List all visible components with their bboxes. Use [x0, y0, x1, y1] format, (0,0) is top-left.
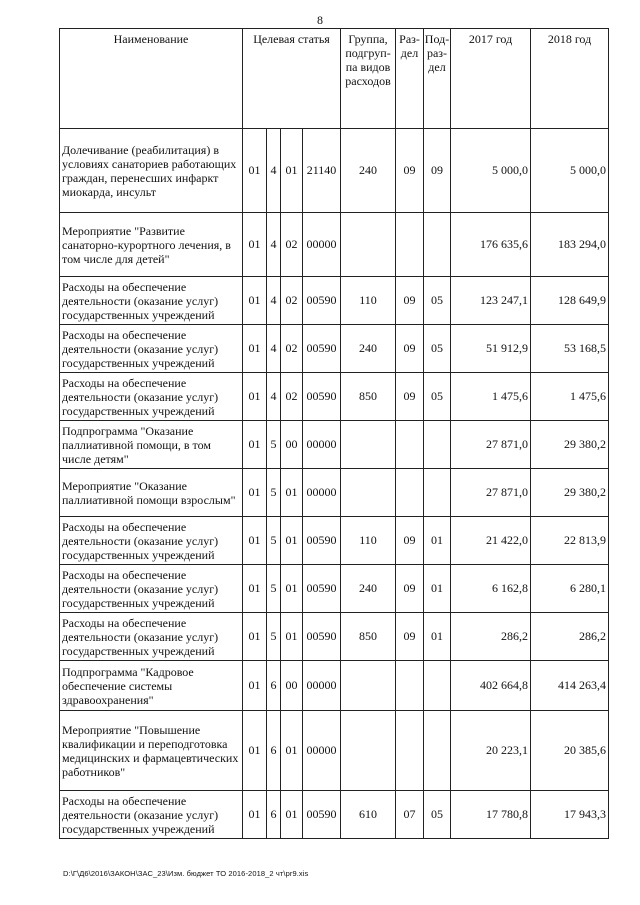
row-name: Подпрограмма "Кадровое обеспечение системы здравоохранения" — [60, 661, 243, 711]
target-subprogram: 4 — [267, 277, 281, 325]
target-program: 01 — [243, 213, 267, 277]
subsection-code: 05 — [424, 325, 451, 373]
target-event: 00 — [281, 661, 303, 711]
section-code — [396, 213, 424, 277]
row-name: Расходы на обеспечение деятельности (оказание услуг) государственных учреждений — [60, 791, 243, 839]
amount-2017: 6 162,8 — [451, 565, 531, 613]
target-subprogram: 6 — [267, 791, 281, 839]
target-program: 01 — [243, 711, 267, 791]
amount-2018: 5 000,0 — [531, 129, 609, 213]
header-2018: 2018 год — [531, 29, 609, 129]
target-subprogram: 5 — [267, 469, 281, 517]
target-direction: 00590 — [303, 613, 341, 661]
target-event: 01 — [281, 469, 303, 517]
target-program: 01 — [243, 129, 267, 213]
target-event: 02 — [281, 213, 303, 277]
target-program: 01 — [243, 661, 267, 711]
amount-2018: 414 263,4 — [531, 661, 609, 711]
table-row — [60, 661, 609, 711]
subsection-code: 05 — [424, 277, 451, 325]
expense-group: 240 — [341, 325, 396, 373]
amount-2017: 176 635,6 — [451, 213, 531, 277]
amount-2017: 51 912,9 — [451, 325, 531, 373]
target-event: 00 — [281, 421, 303, 469]
target-direction: 00590 — [303, 325, 341, 373]
row-name: Мероприятие "Развитие санаторно-курортного лечения, в том числе для детей" — [60, 213, 243, 277]
target-program: 01 — [243, 277, 267, 325]
table-row — [60, 325, 609, 373]
amount-2018: 29 380,2 — [531, 469, 609, 517]
amount-2017: 402 664,8 — [451, 661, 531, 711]
table-row — [60, 213, 609, 277]
subsection-code — [424, 421, 451, 469]
row-name: Подпрограмма "Оказание паллиативной помощи, в том числе детям" — [60, 421, 243, 469]
section-code — [396, 661, 424, 711]
table-row — [60, 517, 609, 565]
header-row — [60, 29, 609, 129]
section-code — [396, 469, 424, 517]
target-program: 01 — [243, 517, 267, 565]
section-code: 09 — [396, 277, 424, 325]
section-code: 09 — [396, 373, 424, 421]
target-subprogram: 4 — [267, 325, 281, 373]
target-direction: 00000 — [303, 711, 341, 791]
target-program: 01 — [243, 373, 267, 421]
target-program: 01 — [243, 325, 267, 373]
amount-2017: 17 780,8 — [451, 791, 531, 839]
target-event: 02 — [281, 325, 303, 373]
table-row — [60, 711, 609, 791]
target-direction: 00000 — [303, 213, 341, 277]
target-subprogram: 5 — [267, 421, 281, 469]
target-subprogram: 5 — [267, 517, 281, 565]
target-program: 01 — [243, 469, 267, 517]
amount-2017: 27 871,0 — [451, 469, 531, 517]
subsection-code: 01 — [424, 565, 451, 613]
amount-2017: 123 247,1 — [451, 277, 531, 325]
target-event: 01 — [281, 517, 303, 565]
row-name: Мероприятие "Повышение квалификации и переподготовка медицинских и фармацевтических работников" — [60, 711, 243, 791]
section-code: 07 — [396, 791, 424, 839]
expense-group: 850 — [341, 613, 396, 661]
section-code: 09 — [396, 129, 424, 213]
amount-2018: 22 813,9 — [531, 517, 609, 565]
expense-group — [341, 469, 396, 517]
row-name: Расходы на обеспечение деятельности (оказание услуг) государственных учреждений — [60, 613, 243, 661]
subsection-code — [424, 661, 451, 711]
section-code: 09 — [396, 613, 424, 661]
expense-group: 110 — [341, 517, 396, 565]
header-group: Группа, подгруп-па видов расходов — [341, 29, 396, 129]
row-name: Расходы на обеспечение деятельности (оказание услуг) государственных учреждений — [60, 517, 243, 565]
header-2017: 2017 год — [451, 29, 531, 129]
subsection-code: 01 — [424, 517, 451, 565]
expense-group: 110 — [341, 277, 396, 325]
amount-2018: 6 280,1 — [531, 565, 609, 613]
amount-2018: 286,2 — [531, 613, 609, 661]
row-name: Мероприятие "Оказание паллиативной помощи взрослым" — [60, 469, 243, 517]
target-event: 01 — [281, 129, 303, 213]
row-name: Расходы на обеспечение деятельности (оказание услуг) государственных учреждений — [60, 277, 243, 325]
row-name: Расходы на обеспечение деятельности (оказание услуг) государственных учреждений — [60, 373, 243, 421]
section-code — [396, 421, 424, 469]
expense-group — [341, 213, 396, 277]
target-direction: 00590 — [303, 517, 341, 565]
target-subprogram: 4 — [267, 213, 281, 277]
subsection-code: 09 — [424, 129, 451, 213]
amount-2017: 286,2 — [451, 613, 531, 661]
target-subprogram: 6 — [267, 711, 281, 791]
target-program: 01 — [243, 565, 267, 613]
target-direction: 00590 — [303, 791, 341, 839]
target-program: 01 — [243, 613, 267, 661]
amount-2018: 17 943,3 — [531, 791, 609, 839]
table-row — [60, 129, 609, 213]
header-target: Целевая статья — [243, 29, 341, 129]
header-section: Раз-дел — [396, 29, 424, 129]
target-direction: 21140 — [303, 129, 341, 213]
page-number: 8 — [317, 13, 323, 27]
target-subprogram: 5 — [267, 613, 281, 661]
amount-2017: 21 422,0 — [451, 517, 531, 565]
row-name: Долечивание (реабилитация) в условиях санаториев работающих граждан, перенесших инфаркт миокарда, инсульт — [60, 129, 243, 213]
budget-table — [59, 28, 609, 839]
target-program: 01 — [243, 791, 267, 839]
expense-group — [341, 421, 396, 469]
section-code: 09 — [396, 517, 424, 565]
section-code: 09 — [396, 565, 424, 613]
row-name: Расходы на обеспечение деятельности (оказание услуг) государственных учреждений — [60, 565, 243, 613]
subsection-code — [424, 711, 451, 791]
target-subprogram: 6 — [267, 661, 281, 711]
amount-2017: 5 000,0 — [451, 129, 531, 213]
target-direction: 00000 — [303, 661, 341, 711]
subsection-code — [424, 213, 451, 277]
header-name: Наименование — [60, 29, 243, 129]
target-direction: 00590 — [303, 373, 341, 421]
subsection-code — [424, 469, 451, 517]
amount-2018: 1 475,6 — [531, 373, 609, 421]
table-row — [60, 613, 609, 661]
amount-2018: 53 168,5 — [531, 325, 609, 373]
amount-2018: 29 380,2 — [531, 421, 609, 469]
target-direction: 00000 — [303, 421, 341, 469]
amount-2017: 27 871,0 — [451, 421, 531, 469]
target-event: 01 — [281, 791, 303, 839]
target-program: 01 — [243, 421, 267, 469]
subsection-code: 01 — [424, 613, 451, 661]
subsection-code: 05 — [424, 373, 451, 421]
target-event: 02 — [281, 373, 303, 421]
table-row — [60, 277, 609, 325]
amount-2018: 20 385,6 — [531, 711, 609, 791]
amount-2017: 1 475,6 — [451, 373, 531, 421]
subsection-code: 05 — [424, 791, 451, 839]
row-name: Расходы на обеспечение деятельности (оказание услуг) государственных учреждений — [60, 325, 243, 373]
expense-group: 850 — [341, 373, 396, 421]
expense-group — [341, 661, 396, 711]
file-path-footer: D:\Г\Д6\2016\ЗАКОН\ЗАС_23\Изм. бюджет ТО 2016-2018_2 чт\pr9.xis — [63, 869, 309, 878]
expense-group: 610 — [341, 791, 396, 839]
target-direction: 00000 — [303, 469, 341, 517]
target-direction: 00590 — [303, 277, 341, 325]
target-event: 02 — [281, 277, 303, 325]
expense-group: 240 — [341, 565, 396, 613]
header-subsection: Под-раз-дел — [424, 29, 451, 129]
target-event: 01 — [281, 711, 303, 791]
expense-group — [341, 711, 396, 791]
table-row — [60, 565, 609, 613]
table-row — [60, 469, 609, 517]
table-row — [60, 373, 609, 421]
table-row — [60, 421, 609, 469]
target-event: 01 — [281, 565, 303, 613]
section-code — [396, 711, 424, 791]
expense-group: 240 — [341, 129, 396, 213]
table-row — [60, 791, 609, 839]
target-subprogram: 4 — [267, 129, 281, 213]
target-direction: 00590 — [303, 565, 341, 613]
target-subprogram: 5 — [267, 565, 281, 613]
amount-2017: 20 223,1 — [451, 711, 531, 791]
section-code: 09 — [396, 325, 424, 373]
target-event: 01 — [281, 613, 303, 661]
target-subprogram: 4 — [267, 373, 281, 421]
amount-2018: 183 294,0 — [531, 213, 609, 277]
amount-2018: 128 649,9 — [531, 277, 609, 325]
